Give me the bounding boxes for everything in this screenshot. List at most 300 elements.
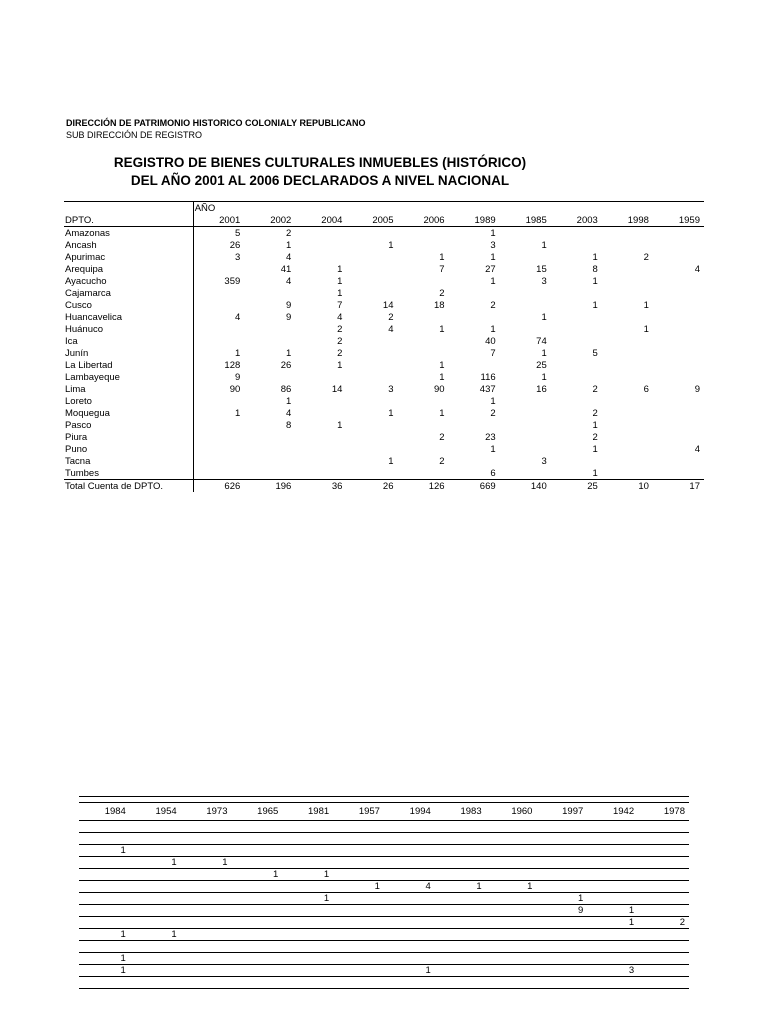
count-cell bbox=[181, 965, 232, 977]
count-cell bbox=[653, 251, 704, 263]
table-row bbox=[64, 347, 704, 359]
count-cell bbox=[486, 929, 537, 941]
count-cell bbox=[587, 845, 638, 857]
count-cell bbox=[536, 881, 587, 893]
count-cell bbox=[398, 227, 449, 240]
table-row bbox=[64, 323, 704, 335]
count-cell: 2 bbox=[592, 383, 598, 395]
year-header: 1989 bbox=[449, 214, 500, 227]
count-cell bbox=[500, 299, 551, 311]
count-cell bbox=[653, 395, 704, 407]
count-cell bbox=[181, 905, 232, 917]
count-cell bbox=[486, 917, 537, 929]
count-cell: 41 bbox=[280, 263, 292, 275]
report-title-line1: REGISTRO DE BIENES CULTURALES INMUEBLES (HISTÓRICO) bbox=[113, 155, 527, 170]
count-cell: 3 bbox=[234, 251, 241, 263]
count-cell: 1 bbox=[282, 869, 333, 881]
count-cell: 1 bbox=[282, 893, 333, 905]
count-cell: 1 bbox=[541, 311, 547, 323]
count-cell bbox=[346, 275, 397, 287]
count-cell bbox=[181, 917, 232, 929]
count-cell bbox=[602, 335, 653, 347]
count-cell bbox=[638, 833, 689, 845]
year-header: 1960 bbox=[486, 803, 537, 821]
total-cell: 25 bbox=[551, 480, 602, 493]
count-cell bbox=[231, 905, 282, 917]
count-cell bbox=[384, 917, 435, 929]
count-cell bbox=[244, 443, 295, 455]
count-cell bbox=[638, 977, 689, 989]
count-cell: 16 bbox=[536, 383, 547, 395]
department-name: Cajamarca bbox=[64, 287, 193, 299]
count-cell: 4 bbox=[286, 275, 292, 287]
table-row bbox=[79, 905, 689, 917]
table-row bbox=[64, 431, 704, 443]
count-cell bbox=[587, 881, 638, 893]
count-cell: 7 bbox=[490, 347, 496, 359]
count-cell: 1 bbox=[486, 881, 537, 893]
count-cell bbox=[602, 443, 653, 455]
count-cell bbox=[536, 845, 587, 857]
table-row bbox=[79, 929, 689, 941]
count-cell bbox=[282, 857, 333, 869]
count-cell: 1 bbox=[384, 965, 435, 977]
count-cell bbox=[551, 239, 602, 251]
year-header: 1984 bbox=[79, 803, 130, 821]
count-cell bbox=[346, 443, 397, 455]
year-header: 2005 bbox=[346, 214, 397, 227]
count-cell bbox=[346, 227, 397, 240]
count-cell: 116 bbox=[480, 371, 496, 383]
count-cell: 1 bbox=[541, 371, 547, 383]
count-cell bbox=[295, 227, 346, 240]
count-cell: 1 bbox=[435, 881, 486, 893]
count-cell bbox=[231, 821, 282, 833]
count-cell: 4 bbox=[694, 263, 700, 275]
table-row bbox=[64, 311, 704, 323]
count-cell bbox=[193, 299, 244, 311]
count-cell bbox=[551, 395, 602, 407]
count-cell bbox=[398, 239, 449, 251]
count-cell bbox=[638, 869, 689, 881]
count-cell bbox=[536, 821, 587, 833]
count-cell bbox=[638, 881, 689, 893]
count-cell: 128 bbox=[224, 359, 241, 371]
count-cell: 1 bbox=[337, 287, 343, 299]
department-name: Pasco bbox=[64, 419, 193, 431]
count-cell bbox=[193, 287, 244, 299]
count-cell bbox=[231, 977, 282, 989]
count-cell bbox=[602, 431, 653, 443]
count-cell bbox=[602, 287, 653, 299]
count-cell bbox=[295, 467, 346, 480]
count-cell bbox=[536, 869, 587, 881]
count-cell: 1 bbox=[388, 239, 394, 251]
count-cell bbox=[638, 929, 689, 941]
count-cell: 1 bbox=[337, 419, 343, 431]
count-cell bbox=[193, 323, 244, 335]
count-cell bbox=[638, 821, 689, 833]
count-cell bbox=[231, 833, 282, 845]
count-cell: 25 bbox=[536, 359, 547, 371]
count-cell bbox=[282, 845, 333, 857]
count-cell bbox=[500, 443, 551, 455]
count-cell bbox=[653, 239, 704, 251]
count-cell bbox=[587, 929, 638, 941]
count-cell: 4 bbox=[388, 323, 394, 335]
count-cell bbox=[346, 467, 397, 480]
count-cell bbox=[587, 941, 638, 953]
table-row bbox=[79, 977, 689, 989]
count-cell bbox=[333, 845, 384, 857]
count-cell bbox=[551, 371, 602, 383]
count-cell bbox=[333, 821, 384, 833]
count-cell: 9 bbox=[536, 905, 587, 917]
years-header-row bbox=[64, 214, 704, 227]
count-cell bbox=[587, 977, 638, 989]
count-cell bbox=[500, 323, 551, 335]
count-cell bbox=[333, 977, 384, 989]
count-cell bbox=[181, 869, 232, 881]
count-cell bbox=[602, 419, 653, 431]
count-cell bbox=[486, 977, 537, 989]
count-cell bbox=[244, 371, 295, 383]
dpto-label: DPTO. bbox=[64, 214, 193, 227]
year-header: 2002 bbox=[244, 214, 295, 227]
count-cell: 5 bbox=[592, 347, 598, 359]
count-cell: 1 bbox=[79, 845, 130, 857]
count-cell: 1 bbox=[439, 359, 445, 371]
year-header: 2003 bbox=[551, 214, 602, 227]
count-cell: 1 bbox=[587, 905, 638, 917]
count-cell: 2 bbox=[388, 311, 394, 323]
count-cell bbox=[333, 905, 384, 917]
count-cell bbox=[500, 227, 551, 240]
count-cell: 2 bbox=[490, 299, 496, 311]
total-cell: 126 bbox=[398, 480, 449, 493]
count-cell bbox=[130, 893, 181, 905]
count-cell bbox=[231, 857, 282, 869]
count-cell: 1 bbox=[592, 275, 598, 287]
count-cell bbox=[130, 881, 181, 893]
department-name: Amazonas bbox=[64, 227, 193, 240]
count-cell bbox=[231, 953, 282, 965]
count-cell: 2 bbox=[643, 251, 649, 263]
count-cell bbox=[486, 965, 537, 977]
count-cell bbox=[384, 953, 435, 965]
year-header: 1981 bbox=[282, 803, 333, 821]
count-cell: 4 bbox=[694, 443, 700, 455]
total-cell: 196 bbox=[244, 480, 295, 493]
count-cell: 1 bbox=[439, 323, 445, 335]
count-cell bbox=[435, 833, 486, 845]
count-cell bbox=[79, 869, 130, 881]
institution-heading: DIRECCIÓN DE PATRIMONIO HISTORICO COLONIALY REPUBLICANO bbox=[66, 118, 366, 128]
count-cell: 1 bbox=[388, 407, 394, 419]
count-cell bbox=[653, 371, 704, 383]
count-cell bbox=[398, 443, 449, 455]
department-name: Cusco bbox=[64, 299, 193, 311]
count-cell bbox=[295, 407, 346, 419]
count-cell: 2 bbox=[490, 407, 496, 419]
count-cell bbox=[638, 905, 689, 917]
count-cell bbox=[449, 359, 500, 371]
count-cell bbox=[500, 287, 551, 299]
count-cell bbox=[333, 857, 384, 869]
year-header: 1942 bbox=[587, 803, 638, 821]
registry-table-continued bbox=[79, 796, 689, 989]
count-cell bbox=[384, 977, 435, 989]
count-cell bbox=[181, 845, 232, 857]
count-cell: 1 bbox=[490, 323, 496, 335]
year-header: 2001 bbox=[193, 214, 244, 227]
count-cell bbox=[231, 917, 282, 929]
count-cell bbox=[653, 419, 704, 431]
count-cell: 1 bbox=[337, 359, 343, 371]
count-cell: 8 bbox=[592, 263, 598, 275]
count-cell bbox=[602, 467, 653, 480]
count-cell bbox=[435, 941, 486, 953]
count-cell bbox=[587, 869, 638, 881]
count-cell: 1 bbox=[234, 407, 241, 419]
count-cell bbox=[79, 917, 130, 929]
count-cell bbox=[653, 323, 704, 335]
count-cell bbox=[333, 869, 384, 881]
table-row bbox=[64, 371, 704, 383]
count-cell bbox=[295, 395, 346, 407]
count-cell bbox=[193, 467, 244, 480]
table-row bbox=[64, 443, 704, 455]
count-cell: 1 bbox=[337, 275, 343, 287]
count-cell bbox=[638, 857, 689, 869]
count-cell bbox=[181, 893, 232, 905]
department-name: Ica bbox=[64, 335, 193, 347]
count-cell bbox=[486, 833, 537, 845]
count-cell bbox=[231, 845, 282, 857]
count-cell bbox=[602, 395, 653, 407]
count-cell bbox=[638, 893, 689, 905]
count-cell bbox=[295, 239, 346, 251]
count-cell: 1 bbox=[231, 869, 282, 881]
count-cell bbox=[384, 845, 435, 857]
count-cell bbox=[384, 893, 435, 905]
table-row bbox=[79, 857, 689, 869]
count-cell: 6 bbox=[643, 383, 649, 395]
count-cell bbox=[130, 965, 181, 977]
count-cell bbox=[653, 431, 704, 443]
count-cell bbox=[346, 359, 397, 371]
count-cell: 2 bbox=[592, 407, 598, 419]
count-cell bbox=[500, 431, 551, 443]
table-row bbox=[79, 869, 689, 881]
count-cell bbox=[333, 929, 384, 941]
count-cell bbox=[193, 455, 244, 467]
count-cell bbox=[181, 953, 232, 965]
count-cell bbox=[333, 893, 384, 905]
year-header: 1983 bbox=[435, 803, 486, 821]
count-cell: 1 bbox=[337, 263, 343, 275]
count-cell: 2 bbox=[337, 323, 343, 335]
count-cell bbox=[333, 953, 384, 965]
count-cell bbox=[244, 431, 295, 443]
count-cell: 1 bbox=[490, 395, 496, 407]
count-cell bbox=[282, 917, 333, 929]
count-cell bbox=[181, 833, 232, 845]
count-cell bbox=[130, 941, 181, 953]
count-cell bbox=[346, 419, 397, 431]
total-cell: 10 bbox=[602, 480, 653, 493]
count-cell: 2 bbox=[286, 227, 292, 239]
count-cell bbox=[398, 347, 449, 359]
count-cell bbox=[244, 335, 295, 347]
count-cell bbox=[500, 419, 551, 431]
count-cell: 4 bbox=[337, 311, 343, 323]
count-cell bbox=[435, 905, 486, 917]
count-cell bbox=[282, 929, 333, 941]
table-row bbox=[64, 359, 704, 371]
table-row bbox=[79, 833, 689, 845]
count-cell bbox=[551, 455, 602, 467]
count-cell bbox=[193, 419, 244, 431]
count-cell: 90 bbox=[229, 383, 241, 395]
count-cell bbox=[130, 833, 181, 845]
count-cell bbox=[384, 821, 435, 833]
count-cell: 1 bbox=[79, 929, 130, 941]
count-cell bbox=[638, 953, 689, 965]
count-cell bbox=[384, 929, 435, 941]
count-cell bbox=[346, 335, 397, 347]
count-cell bbox=[130, 977, 181, 989]
count-cell bbox=[130, 845, 181, 857]
ano-spacer bbox=[602, 202, 653, 215]
count-cell bbox=[181, 941, 232, 953]
ano-label: AÑO bbox=[193, 202, 244, 215]
count-cell bbox=[333, 941, 384, 953]
count-cell bbox=[79, 833, 130, 845]
count-cell bbox=[486, 857, 537, 869]
count-cell bbox=[181, 821, 232, 833]
count-cell bbox=[435, 857, 486, 869]
count-cell: 9 bbox=[286, 311, 292, 323]
ano-spacer bbox=[346, 202, 397, 215]
count-cell: 1 bbox=[286, 347, 292, 359]
count-cell bbox=[282, 881, 333, 893]
department-name: Piura bbox=[64, 431, 193, 443]
count-cell bbox=[587, 857, 638, 869]
count-cell: 2 bbox=[439, 455, 445, 467]
count-cell: 1 bbox=[79, 953, 130, 965]
count-cell: 4 bbox=[286, 407, 292, 419]
department-name: Tumbes bbox=[64, 467, 193, 480]
department-name: Ayacucho bbox=[64, 275, 193, 287]
table-row bbox=[79, 917, 689, 929]
table-row bbox=[79, 965, 689, 977]
count-cell bbox=[602, 275, 653, 287]
count-cell bbox=[346, 251, 397, 263]
count-cell bbox=[653, 227, 704, 240]
count-cell bbox=[486, 893, 537, 905]
report-title-line2: DEL AÑO 2001 AL 2006 DECLARADOS A NIVEL NACIONAL bbox=[130, 173, 510, 188]
year-header: 1998 bbox=[602, 214, 653, 227]
count-cell bbox=[244, 287, 295, 299]
count-cell: 1 bbox=[592, 251, 598, 263]
total-cell: 26 bbox=[346, 480, 397, 493]
count-cell bbox=[346, 431, 397, 443]
department-name: Puno bbox=[64, 443, 193, 455]
department-name: Ancash bbox=[64, 239, 193, 251]
year-header: 1985 bbox=[500, 214, 551, 227]
table-row bbox=[64, 383, 704, 395]
count-cell: 1 bbox=[643, 323, 649, 335]
table-row bbox=[64, 395, 704, 407]
table-row bbox=[79, 845, 689, 857]
count-cell: 1 bbox=[536, 893, 587, 905]
department-name: Arequipa bbox=[64, 263, 193, 275]
count-cell: 1 bbox=[541, 239, 547, 251]
count-cell: 1 bbox=[490, 251, 496, 263]
count-cell bbox=[384, 857, 435, 869]
count-cell bbox=[282, 941, 333, 953]
total-cell: 17 bbox=[653, 480, 704, 493]
count-cell: 1 bbox=[587, 917, 638, 929]
department-name: La Libertad bbox=[64, 359, 193, 371]
year-header: 1997 bbox=[536, 803, 587, 821]
year-header: 1954 bbox=[130, 803, 181, 821]
count-cell: 2 bbox=[592, 431, 598, 443]
count-cell bbox=[398, 311, 449, 323]
count-cell bbox=[282, 953, 333, 965]
year-header: 1973 bbox=[181, 803, 232, 821]
count-cell bbox=[79, 821, 130, 833]
ano-spacer bbox=[500, 202, 551, 215]
year-header: 1957 bbox=[333, 803, 384, 821]
count-cell bbox=[500, 251, 551, 263]
count-cell bbox=[79, 977, 130, 989]
count-cell bbox=[602, 371, 653, 383]
count-cell bbox=[384, 941, 435, 953]
total-label: Total Cuenta de DPTO. bbox=[64, 480, 193, 493]
count-cell bbox=[79, 941, 130, 953]
count-cell: 1 bbox=[286, 395, 292, 407]
count-cell: 1 bbox=[130, 857, 181, 869]
ano-spacer bbox=[295, 202, 346, 215]
count-cell bbox=[449, 287, 500, 299]
count-cell bbox=[384, 869, 435, 881]
count-cell bbox=[602, 227, 653, 240]
count-cell: 4 bbox=[384, 881, 435, 893]
count-cell bbox=[181, 929, 232, 941]
count-cell bbox=[486, 821, 537, 833]
department-name: Huancavelica bbox=[64, 311, 193, 323]
count-cell bbox=[282, 905, 333, 917]
count-cell: 23 bbox=[485, 431, 496, 443]
count-cell: 1 bbox=[388, 455, 394, 467]
count-cell bbox=[193, 263, 244, 275]
count-cell bbox=[333, 833, 384, 845]
department-name: Junín bbox=[64, 347, 193, 359]
total-cell: 140 bbox=[500, 480, 551, 493]
count-cell bbox=[653, 299, 704, 311]
count-cell: 8 bbox=[286, 419, 292, 431]
count-cell: 15 bbox=[536, 263, 547, 275]
ano-spacer bbox=[551, 202, 602, 215]
table-row bbox=[64, 419, 704, 431]
count-cell bbox=[231, 965, 282, 977]
count-cell bbox=[346, 395, 397, 407]
count-cell bbox=[346, 347, 397, 359]
registry-table bbox=[64, 201, 704, 492]
department-name: Apurimac bbox=[64, 251, 193, 263]
